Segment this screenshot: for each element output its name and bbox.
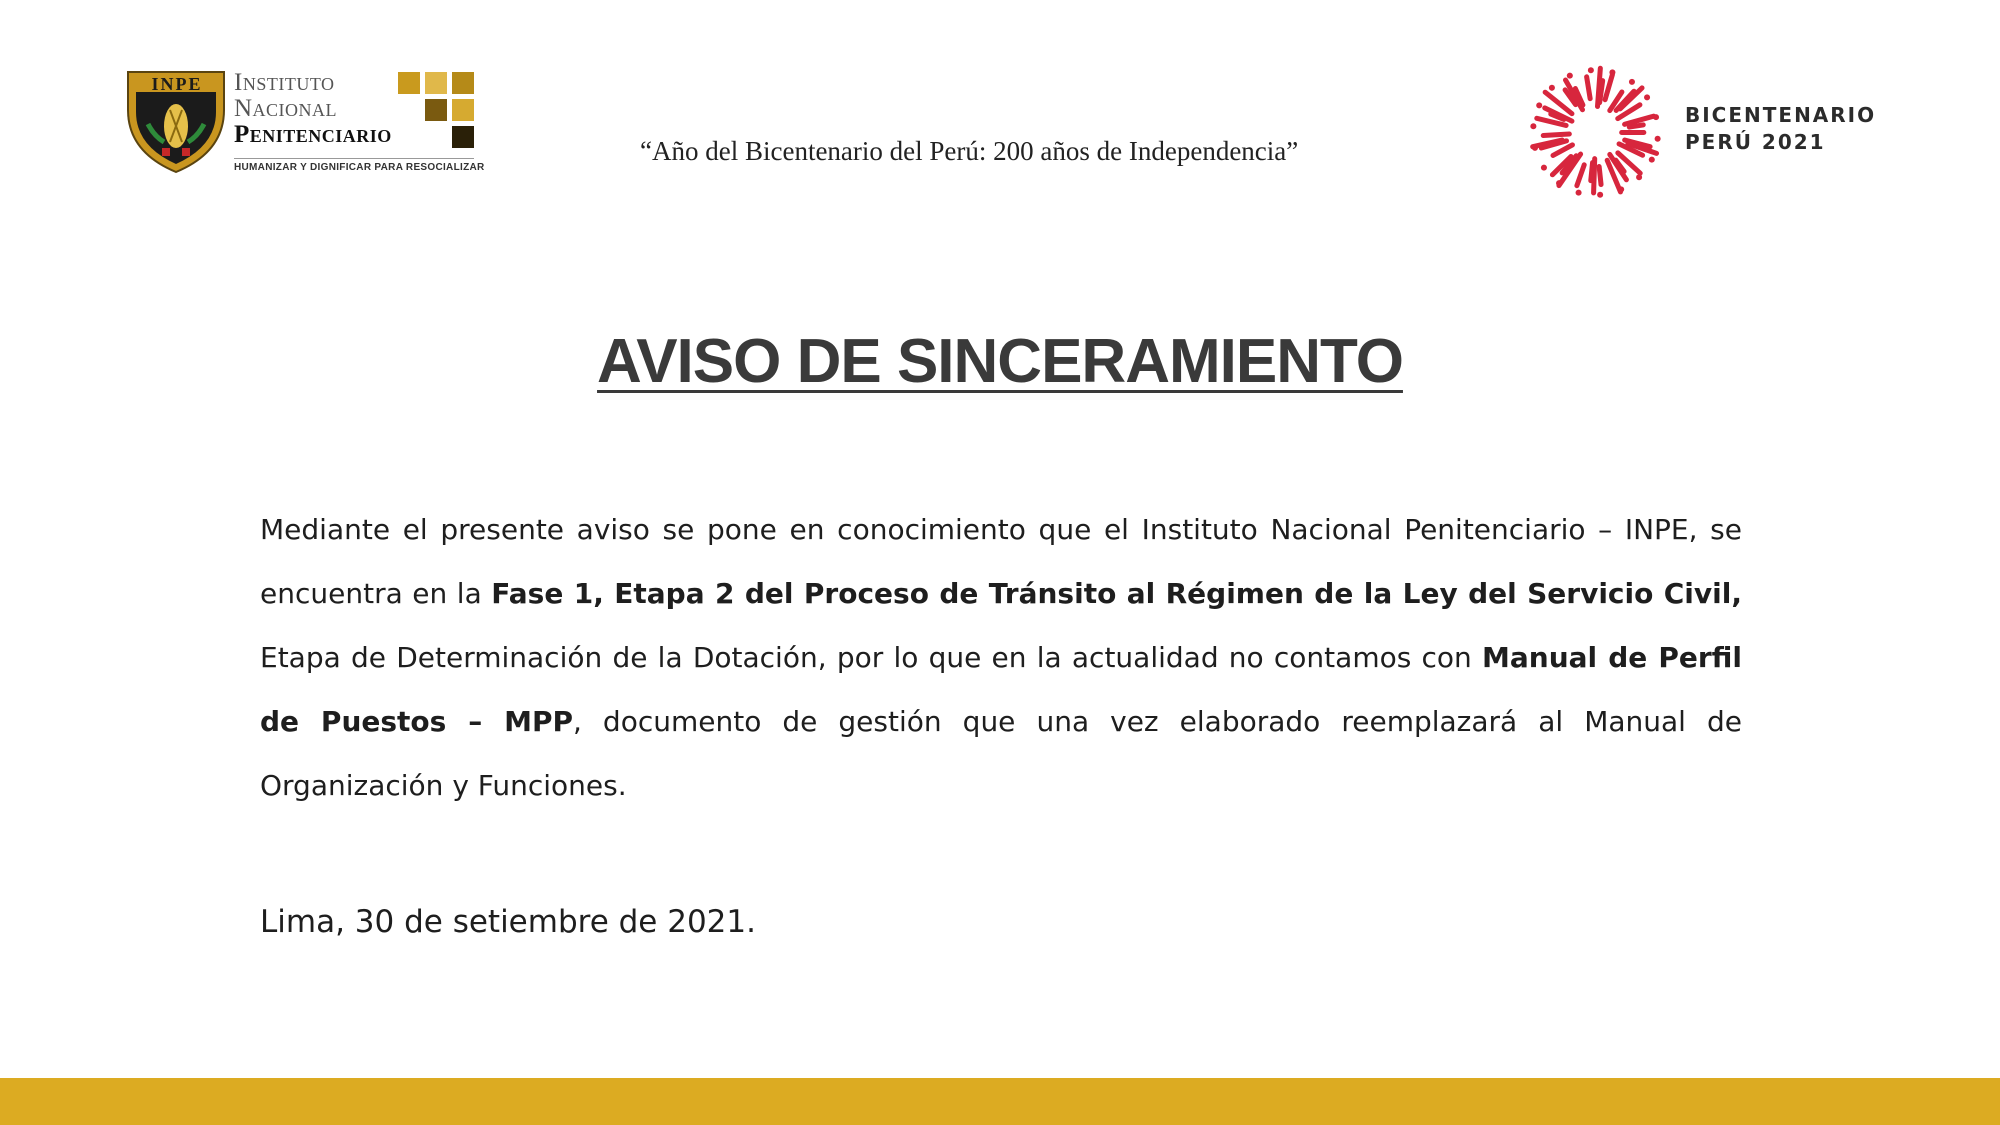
burst-dot	[1567, 73, 1573, 79]
burst-ray	[1605, 75, 1612, 100]
burst-dot	[1636, 174, 1642, 180]
inpe-name-line2: Nacional	[234, 95, 338, 122]
bicentenario-line2: PERÚ 2021	[1685, 130, 1826, 154]
footer-bar	[0, 1078, 2000, 1125]
notice-body	[260, 498, 1742, 818]
burst-dot	[1541, 165, 1547, 171]
burst-ray	[1591, 163, 1593, 181]
year-motto: “Año del Bicentenario del Perú: 200 años de Independencia”	[640, 136, 1299, 166]
burst-dot	[1644, 94, 1650, 100]
burst-ray	[1577, 165, 1584, 186]
bicentenario-burst-icon	[1523, 60, 1668, 205]
inpe-tagline: HUMANIZAR Y DIGNIFICAR PARA RESOCIALIZAR	[234, 158, 474, 173]
inpe-logo	[124, 62, 485, 180]
burst-dot	[1618, 186, 1624, 192]
burst-dot	[1530, 123, 1536, 129]
inpe-shield-text: INPE	[151, 74, 203, 94]
burst-dot	[1655, 136, 1661, 142]
burst-dot	[1532, 145, 1538, 151]
gold-squares-icon	[398, 72, 476, 150]
burst-dot	[1556, 180, 1562, 186]
burst-dot	[1609, 69, 1615, 75]
burst-ray	[1600, 81, 1603, 103]
notice-date: Lima, 30 de setiembre de 2021.	[260, 904, 756, 940]
burst-dot	[1597, 192, 1603, 198]
burst-dot	[1536, 102, 1542, 108]
burst-dot	[1549, 85, 1555, 91]
notice-title: AVISO DE SINCERAMIENTO	[597, 327, 1403, 396]
notice-body-segment-3: Etapa de Determinación de la Dotación, por lo que en la actualidad no contamos con	[260, 641, 1483, 674]
notice-body-segment-2: Fase 1, Etapa 2 del Proceso de Tránsito al Régimen de la Ley del Servicio Civil,	[491, 577, 1742, 610]
burst-dot	[1576, 190, 1582, 196]
burst-dot	[1649, 157, 1655, 163]
burst-dot	[1653, 114, 1659, 120]
inpe-name-line3: Penitenciario	[234, 121, 392, 148]
bicentenario-logo	[1523, 60, 1883, 205]
burst-ray	[1587, 77, 1591, 99]
burst-dot	[1588, 67, 1594, 73]
inpe-name-line1: Instituto	[234, 69, 335, 96]
bicentenario-text	[1685, 102, 1876, 156]
burst-ray	[1599, 167, 1601, 185]
burst-ray	[1543, 134, 1569, 136]
notice-body-segment-4: Manual de Perfil de Puestos – MPP	[260, 641, 1742, 738]
burst-dot	[1629, 79, 1635, 85]
notice-body-segment-5: , documento de gestión que una vez elaborado reemplazará al Manual de Organización y Funciones.	[260, 705, 1742, 802]
burst-ray	[1629, 125, 1643, 127]
notice-body-segment-1: Mediante el presente aviso se pone en conocimiento que el Instituto Nacional Penitenciario – INPE, se encuentra en la	[260, 513, 1742, 610]
bicentenario-line1: BICENTENARIO	[1685, 103, 1877, 127]
